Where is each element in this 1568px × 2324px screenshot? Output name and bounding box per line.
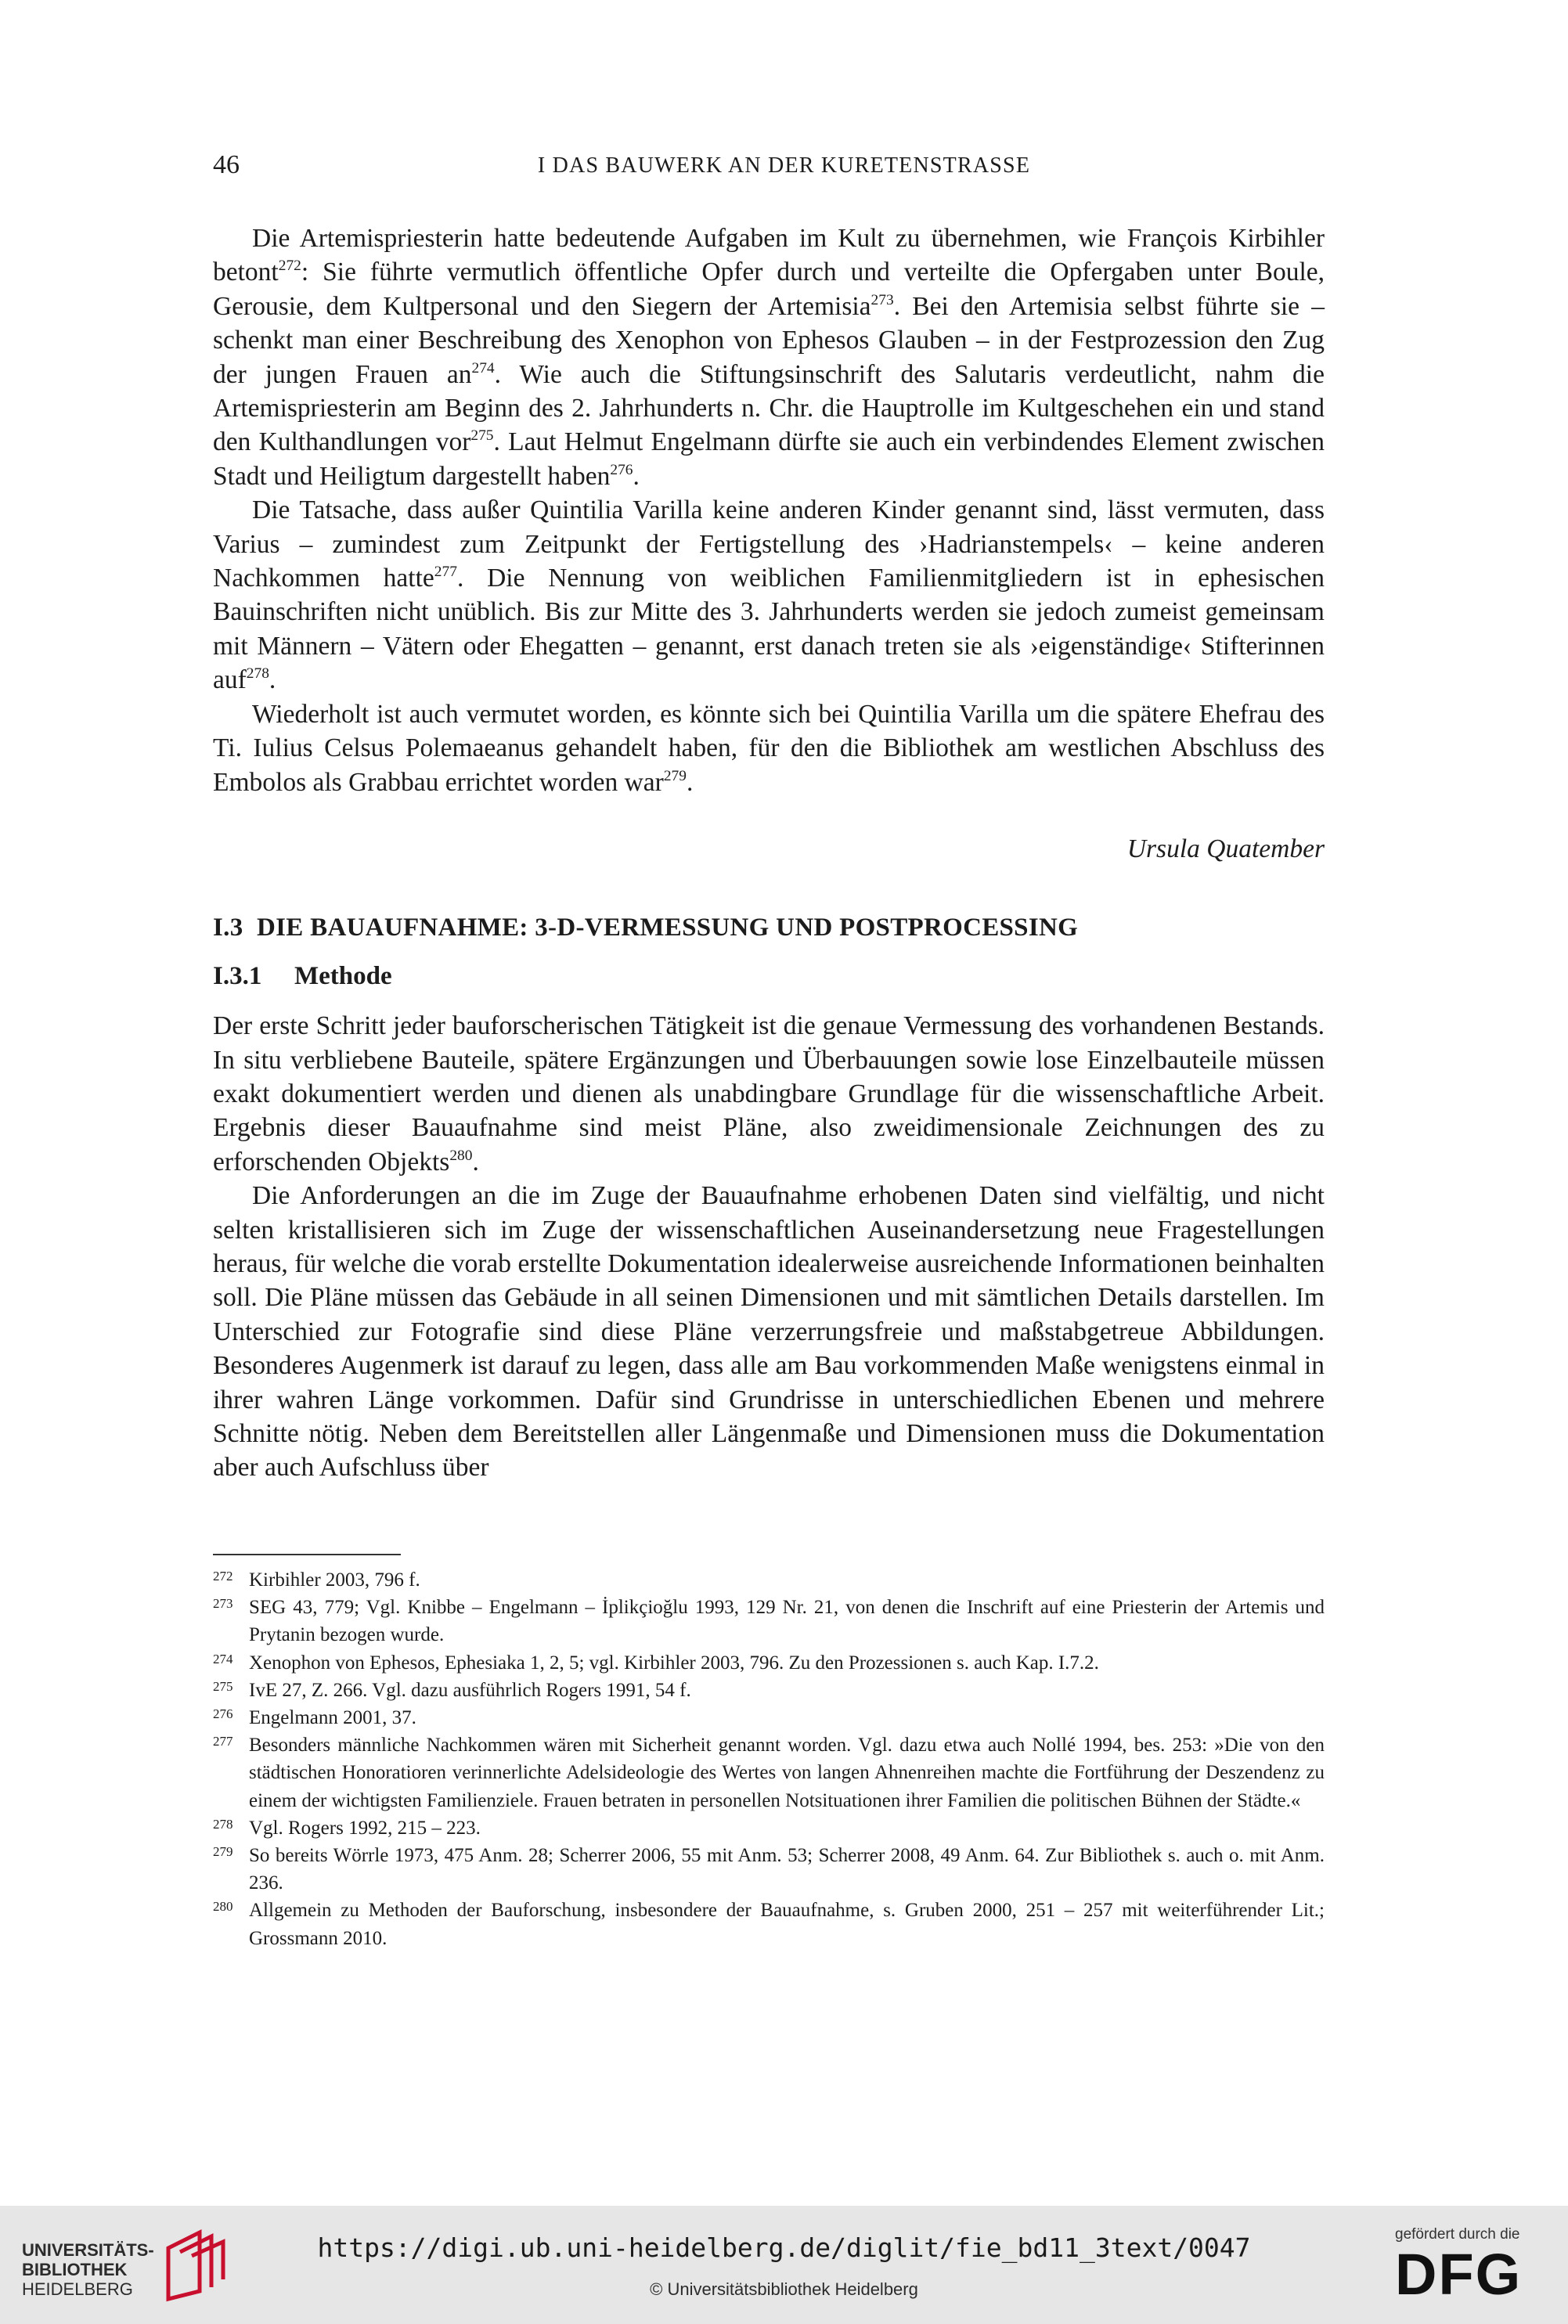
footnote-ref[interactable]: 275 bbox=[470, 427, 494, 445]
footnote bbox=[213, 1566, 1325, 1594]
copyright-notice: © Universitätsbibliothek Heidelberg bbox=[650, 2279, 918, 2299]
footnote-number: 276 bbox=[213, 1706, 233, 1722]
footnote-ref[interactable]: 280 bbox=[449, 1147, 473, 1164]
footnote-text: Vgl. Rogers 1992, 215 – 223. bbox=[249, 1817, 481, 1839]
footnote-text: So bereits Wörrle 1973, 475 Anm. 28; Scherrer 2006, 55 mit Anm. 53; Scherrer 2008, 49 Anm. 64. Zur Bibliothek s. auch o. mit Anm. 236. bbox=[249, 1845, 1325, 1894]
paragraph-text: Die Tatsache, dass außer Quintilia Varilla keine anderen Kinder genannt sind, lässt vermuten, dass Varius – zumindest zum Zeitpunkt der Fertigstellung des ›Hadrianstempels‹ – keine anderen Nachkommen hatte bbox=[213, 495, 1325, 593]
paragraph bbox=[213, 493, 1325, 697]
footnote bbox=[213, 1897, 1325, 1951]
subsection-number: I.3.1 bbox=[213, 961, 262, 990]
paragraph-text: Die Artemispriesterin hatte bedeutende Aufgaben im Kult zu übernehmen, wie François Kirbihler betont bbox=[213, 224, 1325, 287]
paragraph-text: . bbox=[269, 665, 276, 695]
footnote-number: 277 bbox=[213, 1734, 233, 1749]
footnote-ref[interactable]: 276 bbox=[610, 461, 633, 478]
footnote-number: 278 bbox=[213, 1816, 233, 1832]
dfg-logo[interactable]: DFG bbox=[1395, 2242, 1523, 2307]
footnote-ref[interactable]: 274 bbox=[471, 359, 495, 377]
paragraph bbox=[213, 697, 1325, 799]
footer-bar bbox=[0, 2206, 1568, 2324]
paragraph-text: Wiederholt ist auch vermutet worden, es könnte sich bei Quintilia Varilla um die spätere Ehefrau des Ti. Iulius Celsus Polemaeanus gehandelt haben, für den die Bibliothek am westlichen Abschluss des Embolos als Grabbau errichtet worden war bbox=[213, 699, 1325, 797]
funding-note: gefördert durch die bbox=[1395, 2226, 1520, 2243]
footnote-text: Xenophon von Ephesos, Ephesiaka 1, 2, 5; vgl. Kirbihler 2003, 796. Zu den Prozessionen s. auch Kap. I.7.2. bbox=[249, 1652, 1099, 1674]
paragraph-group-2 bbox=[213, 1009, 1325, 1485]
paragraph-text: . Wie auch die Stiftungsinschrift des Salutaris verdeutlicht, nahm die Artemispriesterin am Beginn des 2. Jahrhunderts n. Chr. die Hauptrolle im Kultgeschehen ein und stand den Kulthandlungen vor bbox=[213, 359, 1325, 457]
main-text bbox=[213, 222, 1325, 1485]
footnotes bbox=[213, 1566, 1325, 1952]
footnote bbox=[213, 1677, 1325, 1704]
footnote bbox=[213, 1842, 1325, 1897]
paragraph-text: . bbox=[472, 1147, 479, 1176]
footnote-ref[interactable]: 272 bbox=[278, 258, 301, 275]
footnote bbox=[213, 1649, 1325, 1677]
logo-line-2: BIBLIOTHEK bbox=[22, 2260, 128, 2279]
paragraph-group-1 bbox=[213, 222, 1325, 799]
footnote-text: Besonders männliche Nachkommen wären mit Sicherheit genannt worden. Vgl. dazu etwa auch Nollé 1994, bes. 253: »Die von den städtischen Honoratioren verinnerlichte Adelsideologie des Wertes von langen Ahnenreihen machte die Fortführung der Deszendenz zu einem der wichtigsten Familienziele. Frauen betraten in personellen Notsituationen ihrer Familien die politischen Bühnen der Städte.« bbox=[249, 1735, 1325, 1811]
footnote-number: 279 bbox=[213, 1844, 233, 1860]
footnote-text: Engelmann 2001, 37. bbox=[249, 1707, 416, 1729]
footnote bbox=[213, 1594, 1325, 1648]
footnote-number: 280 bbox=[213, 1899, 233, 1915]
footnote-number: 274 bbox=[213, 1651, 233, 1666]
running-head: I DAS BAUWERK AN DER KURETENSTRASSE bbox=[537, 153, 1031, 178]
paragraph-text: . Die Nennung von weiblichen Familienmitgliedern ist in ephesischen Bauinschriften nicht unüblich. Bis zur Mitte des 3. Jahrhunderts werden sie jedoch zumeist gemeinsam mit Männern – Vätern oder Ehegatten – genannt, erst danach treten sie als ›eigenständige‹ Stifterinnen auf bbox=[213, 564, 1325, 695]
footnote-ref[interactable]: 279 bbox=[663, 767, 687, 784]
paragraph-text: . Laut Helmut Engelmann dürfte sie auch ein verbindendes Element zwischen Stadt und Heiligtum dargestellt haben bbox=[213, 427, 1325, 491]
footnote-text: Allgemein zu Methoden der Bauforschung, insbesondere der Bauaufnahme, s. Gruben 2000, 251 – 257 mit weiterführender Lit.; Grossmann 2010. bbox=[249, 1900, 1325, 1949]
footnote-text: Kirbihler 2003, 796 f. bbox=[249, 1569, 420, 1591]
paragraph-text: Die Anforderungen an die im Zuge der Bauaufnahme erhobenen Daten sind vielfältig, und nicht selten kristallisieren sich im Zuge der wissenschaftlichen Auseinandersetzung neue Fragestellungen heraus, für welche die vorab erstellte Dokumentation idealerweise ausreichende Informationen beinhalten soll. Die Pläne müssen das Gebäude in all seinen Dimensionen und mit sämtlichen Details darstellen. Im Unterschied zur Fotografie sind diese Pläne verzerrungsfreie und maßstabgetreue Abbildungen. Besonderes Augenmerk ist darauf zu legen, dass alle am Bau vorkommenden Maße wenigstens einmal in ihrer wahren Länge vorkommen. Dafür sind Grundrisse in unterschiedlichen Ebenen und mehrere Schnitte nötig. Neben dem Bereitstellen aller Längenmaße und Dimensionen muss die Dokumentation aber auch Aufschluss über bbox=[213, 1181, 1325, 1483]
paragraph-text: . Bei den Artemisia selbst führte sie – schenkt man einer Beschreibung des Xenophon von Ephesos Glauben – in der Festprozession den Zug der jungen Frauen an bbox=[213, 291, 1325, 389]
logo-line-3: HEIDELBERG bbox=[22, 2279, 133, 2299]
footnote bbox=[213, 1704, 1325, 1731]
section-number: I.3 bbox=[213, 913, 243, 942]
footnote-number: 272 bbox=[213, 1569, 233, 1584]
paragraph bbox=[213, 1179, 1325, 1485]
footnote bbox=[213, 1814, 1325, 1842]
footnote-text: IvE 27, Z. 266. Vgl. dazu ausführlich Rogers 1991, 54 f. bbox=[249, 1679, 691, 1701]
footnote bbox=[213, 1731, 1325, 1814]
paragraph bbox=[213, 1009, 1325, 1179]
footnote-ref[interactable]: 278 bbox=[246, 665, 269, 683]
subsection-heading bbox=[213, 960, 1325, 993]
document-url-link[interactable]: https://digi.ub.uni-heidelberg.de/diglit/fie_bd11_3text/0047 bbox=[317, 2232, 1251, 2263]
subsection-title: Methode bbox=[294, 961, 392, 990]
page-number: 46 bbox=[213, 150, 240, 179]
footnote-ref[interactable]: 277 bbox=[434, 563, 457, 580]
paragraph-text: : Sie führte vermutlich öffentliche Opfer durch und verteilte die Opfergaben unter Boule, Gerousie, dem Kultpersonal und den Siegern der Artemisia bbox=[213, 258, 1325, 321]
footnote-ref[interactable]: 273 bbox=[871, 291, 894, 308]
paragraph-text: Der erste Schritt jeder bauforscherischen Tätigkeit ist die genaue Vermessung des vorhandenen Bestands. In situ verbliebene Bauteile, spätere Ergänzungen und Überbauungen sowie lose Einzelbauteile müssen exakt dokumentiert werden und dienen als unabdingbare Grundlage für die wissenschaftliche Arbeit. Ergebnis dieser Bauaufnahme sind meist Pläne, also zweidimensionale Zeichnungen des zu erforschenden Objekts bbox=[213, 1011, 1325, 1176]
footnote-text: SEG 43, 779; Vgl. Knibbe – Engelmann – İplikçioğlu 1993, 129 Nr. 21, von denen die Inschrift auf eine Priesterin der Artemis und Prytanin bezogen wurde. bbox=[249, 1597, 1325, 1646]
section-heading bbox=[213, 911, 1325, 945]
author-signature: Ursula Quatember bbox=[1126, 834, 1325, 863]
footnote-rule bbox=[213, 1554, 401, 1555]
section-title: DIE BAUAUFNAHME: 3-D-VERMESSUNG UND POSTPROCESSING bbox=[257, 913, 1079, 942]
paragraph-text: . bbox=[633, 461, 640, 491]
footnote-number: 275 bbox=[213, 1678, 233, 1694]
paragraph-text: . bbox=[686, 767, 694, 797]
logo-line-1: UNIVERSITÄTS- bbox=[22, 2240, 154, 2260]
paragraph bbox=[213, 222, 1325, 493]
footnote-number: 273 bbox=[213, 1596, 233, 1612]
